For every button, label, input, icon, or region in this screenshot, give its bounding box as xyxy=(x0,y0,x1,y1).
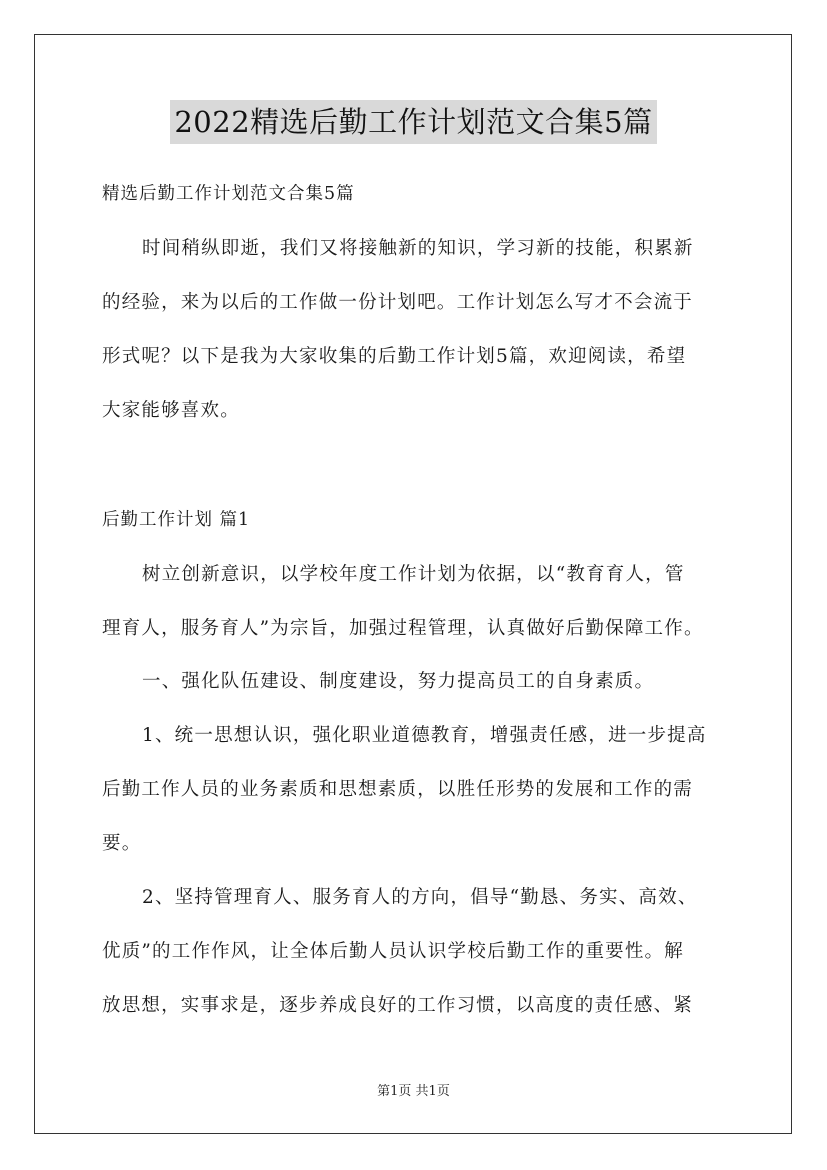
body-line: 要。 xyxy=(102,833,142,854)
body-line: 放思想，实事求是，逐步养成良好的工作习惯，以高度的责任感、紧 xyxy=(102,995,694,1016)
intro-line: 大家能够喜欢。 xyxy=(102,400,240,421)
intro-line: 形式呢？以下是我为大家收集的后勤工作计划5篇，欢迎阅读，希望 xyxy=(102,346,687,367)
body-line: 2、坚持管理育人、服务育人的方向，倡导“勤恳、务实、高效、 xyxy=(142,887,698,908)
body-line: 后勤工作人员的业务素质和思想素质，以胜任形势的发展和工作的需 xyxy=(102,779,694,800)
body-line: 优质”的工作作风，让全体后勤人员认识学校后勤工作的重要性。解 xyxy=(102,941,684,962)
body-line: 树立创新意识，以学校年度工作计划为依据，以“教育育人，管 xyxy=(142,564,685,585)
body-line: 理育人，服务育人”为宗旨，加强过程管理，认真做好后勤保障工作。 xyxy=(102,618,704,639)
page-number: 第1页 共1页 xyxy=(377,1084,450,1099)
section-heading: 后勤工作计划 篇1 xyxy=(102,510,251,530)
body-line: 一、强化队伍建设、制度建设，努力提高员工的自身素质。 xyxy=(142,671,655,692)
document-subtitle: 精选后勤工作计划范文合集5篇 xyxy=(102,184,355,204)
body-line: 1、统一思想认识，强化职业道德教育，增强责任感，进一步提高 xyxy=(142,725,707,746)
document-title: 2022精选后勤工作计划范文合集5篇 xyxy=(170,100,656,144)
intro-line: 时间稍纵即逝，我们又将接触新的知识，学习新的技能，积累新 xyxy=(142,238,694,259)
title-container xyxy=(0,100,827,144)
intro-line: 的经验，来为以后的工作做一份计划吧。工作计划怎么写才不会流于 xyxy=(102,292,694,313)
